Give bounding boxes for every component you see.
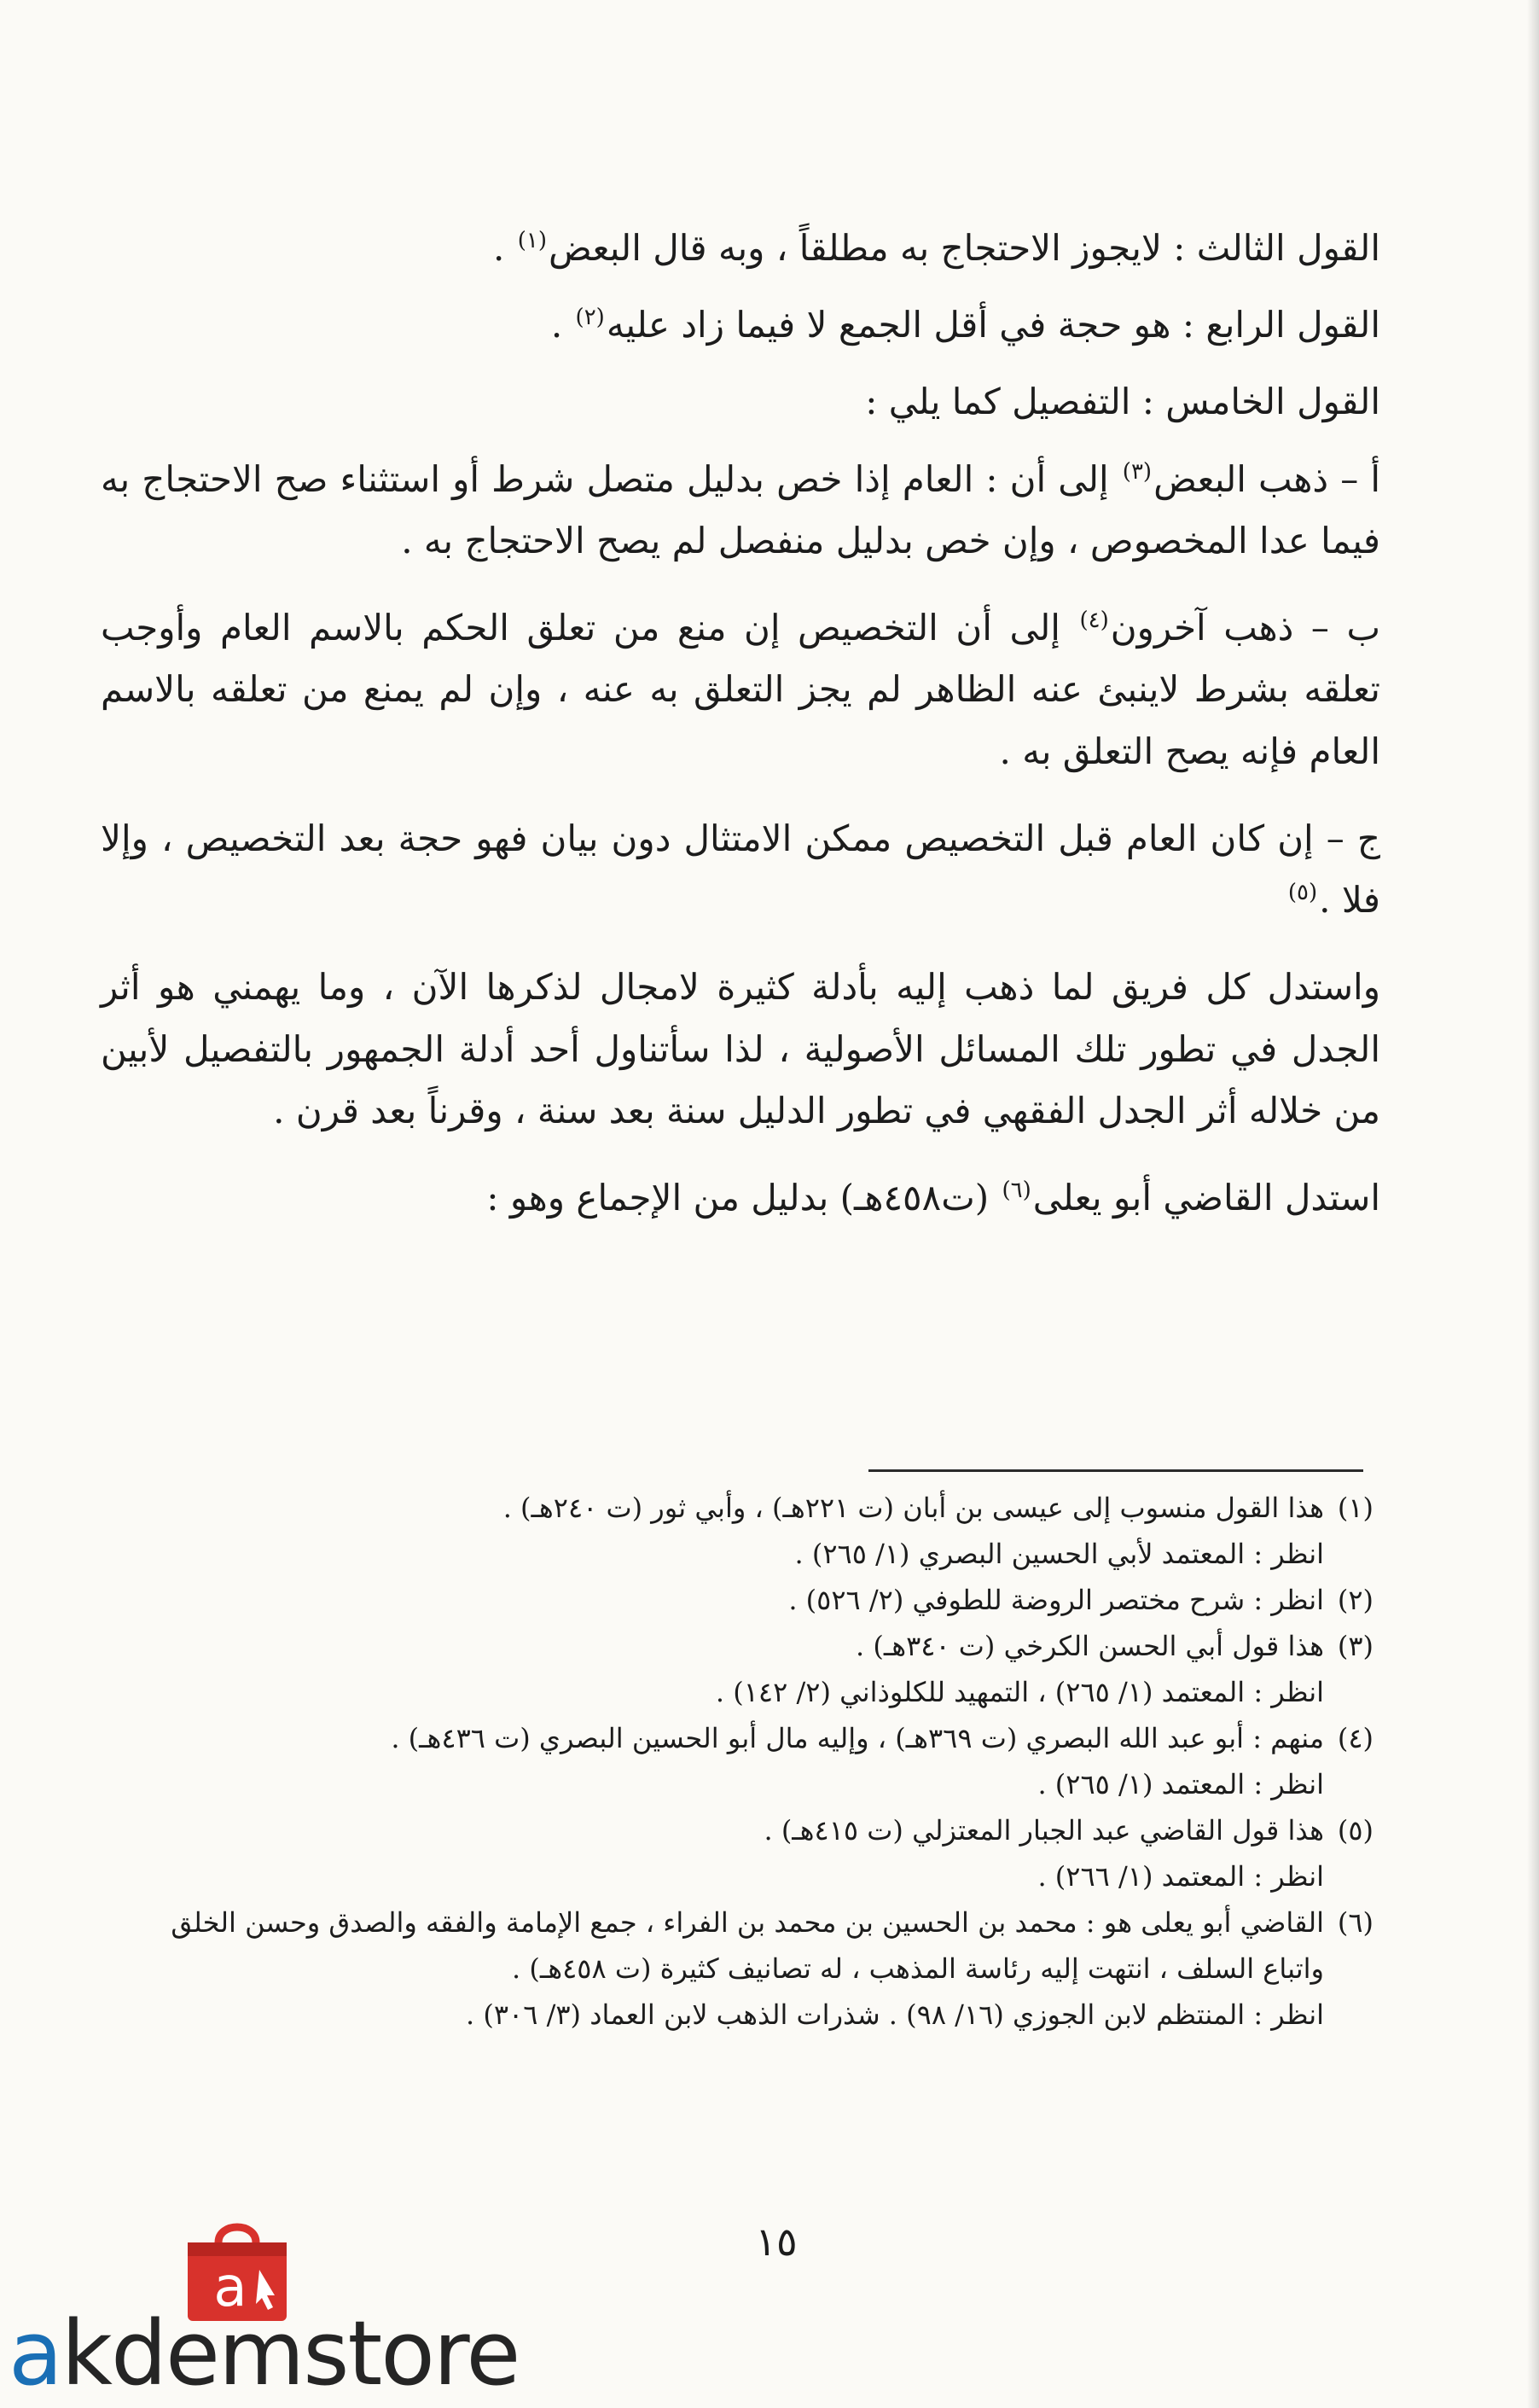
logo-wordmark [9,2301,520,2405]
footnote-line: انظر : المعتمد (١/ ٢٦٥) ، التمهيد للكلوذاني (٢/ ١٤٢) . [715,1676,1324,1708]
logo-prefix: a [9,2301,61,2405]
footnote-number: (٦) [1337,1906,1373,1939]
footnote-number: (٤) [1337,1722,1373,1754]
footnote-4-source [111,1761,1373,1807]
paragraph-qawl-3 [101,218,1380,279]
paragraph-text: واستدل كل فريق لما ذهب إليه بأدلة كثيرة لامجال لذكرها الآن ، وما يهمني هو أثر الجدل في تطور تلك المسائل الأصولية ، لذا سأتناول أحد أدلة الجمهور بالتفصيل لأبين من خلاله أثر الجدل الفقهي في تطور الدليل سنة بعد سنة ، وقرناً بعد قرن . [101,966,1380,1131]
footnotes [111,1485,1373,2038]
footnote-4 [111,1715,1373,1761]
footnote-1 [111,1485,1373,1531]
paragraph-tail: . [493,227,516,269]
paragraph-abu-yala [101,1167,1380,1229]
footnote-line: منهم : أبو عبد الله البصري (ت ٣٦٩هـ) ، وإليه مال أبو الحسين البصري (ت ٤٣٦هـ) . [391,1722,1324,1754]
paragraph-istidlal [101,957,1380,1142]
footnote-number: (٢) [1337,1584,1373,1616]
paragraph-tail: . [550,304,574,346]
footnote-number: (١) [1337,1492,1373,1524]
paragraph-text: القول الخامس : التفصيل كما يلي : [865,381,1380,423]
paragraph-text: القول الرابع : هو حجة في أقل الجمع لا فيما زاد عليه [606,304,1380,346]
paragraph-text: القول الثالث : لايجوز الاحتجاج به مطلقاً ، وبه قال البعض [549,227,1380,269]
footnote-divider [868,1469,1363,1472]
paragraph-post: إلى أن التخصيص إن منع من تعلق الحكم بالاسم العام وأوجب تعلقه بشرط لاينبئ عنه الظاهر لم يجز التعلق به عنه ، وإن لم يمنع من تعلقه بالاسم العام فإنه يصح التعلق به . [101,607,1380,772]
footnote-ref-2: (٢) [575,305,605,331]
footnote-number: (٥) [1337,1814,1373,1847]
footnote-line: انظر : المعتمد (١/ ٢٦٥) . [1037,1768,1324,1800]
footnote-6-line-2 [111,1946,1373,1992]
footnote-line: انظر : المعتمد لأبي الحسين البصري (١/ ٢٦٥) . [794,1538,1324,1570]
footnote-line: هذا القول منسوب إلى عيسى بن أبان (ت ٢٢١هـ) ، وأبي ثور (ت ٢٤٠هـ) . [502,1492,1324,1524]
paragraph-qawl-5 [101,371,1380,433]
footnote-1-source [111,1531,1373,1577]
paragraph-pre: ب – ذهب آخرون [1110,607,1380,649]
footnote-line: انظر : المنتظم لابن الجوزي (١٦/ ٩٨) . شذرات الذهب لابن العماد (٣/ ٣٠٦) . [466,1998,1324,2031]
paragraph-qawl-4 [101,294,1380,356]
paragraph-pre: استدل القاضي أبو يعلى [1032,1177,1380,1219]
logo-icon-letter: a [213,2256,247,2319]
logo-word: kdemstore [61,2301,520,2405]
page-number: ١٥ [755,2219,798,2265]
paragraph-alif [101,449,1380,572]
footnote-5 [111,1807,1373,1853]
akdemstore-logo [9,2217,520,2408]
footnote-6-source [111,1992,1373,2038]
paragraph-post: إلى أن : العام إذا خص بدليل متصل شرط أو استثناء صح الاحتجاج به فيما عدا المخصوص ، وإن خص بدليل منفصل لم يصح الاحتجاج به . [101,457,1380,561]
footnote-line: انظر : المعتمد (١/ ٢٦٦) . [1037,1860,1324,1893]
paragraph-jim [101,808,1380,931]
footnote-ref-5: (٥) [1287,880,1318,906]
footnote-3-source [111,1669,1373,1715]
paragraph-ba [101,597,1380,782]
footnote-line: واتباع السلف ، انتهت إليه رئاسة المذهب ، له تصانيف كثيرة (ت ٤٥٨هـ) . [512,1952,1324,1985]
footnote-number: (٣) [1337,1630,1373,1662]
footnote-line: القاضي أبو يعلى هو : محمد بن الحسين بن محمد بن الفراء ، جمع الإمامة والفقه والصدق وحسن الخلق [171,1906,1324,1939]
footnote-line: انظر : شرح مختصر الروضة للطوفي (٢/ ٥٢٦) . [788,1584,1324,1616]
footnote-3 [111,1623,1373,1669]
footnote-line: هذا قول أبي الحسن الكرخي (ت ٣٤٠هـ) . [855,1630,1324,1662]
page-edge [1527,0,1539,2408]
paragraph-post: (ت٤٥٨هـ) بدليل من الإجماع وهو : [486,1177,1001,1219]
footnote-line: هذا قول القاضي عبد الجبار المعتزلي (ت ٤١٥هـ) . [764,1814,1324,1847]
body-text [101,218,1380,1254]
footnote-5-source [111,1853,1373,1899]
paragraph-pre: أ – ذهب البعض [1153,457,1380,500]
footnote-ref-6: (٦) [1002,1178,1031,1204]
footnote-6 [111,1899,1373,1946]
footnote-2 [111,1577,1373,1623]
footnote-ref-1: (١) [517,228,548,253]
footnote-ref-4: (٤) [1079,608,1109,634]
footnote-ref-3: (٣) [1122,458,1153,485]
paragraph-pre: ج – إن كان العام قبل التخصيص ممكن الامتثال دون بيان فهو حجة بعد التخصيص ، وإلا فلا . [101,817,1380,922]
